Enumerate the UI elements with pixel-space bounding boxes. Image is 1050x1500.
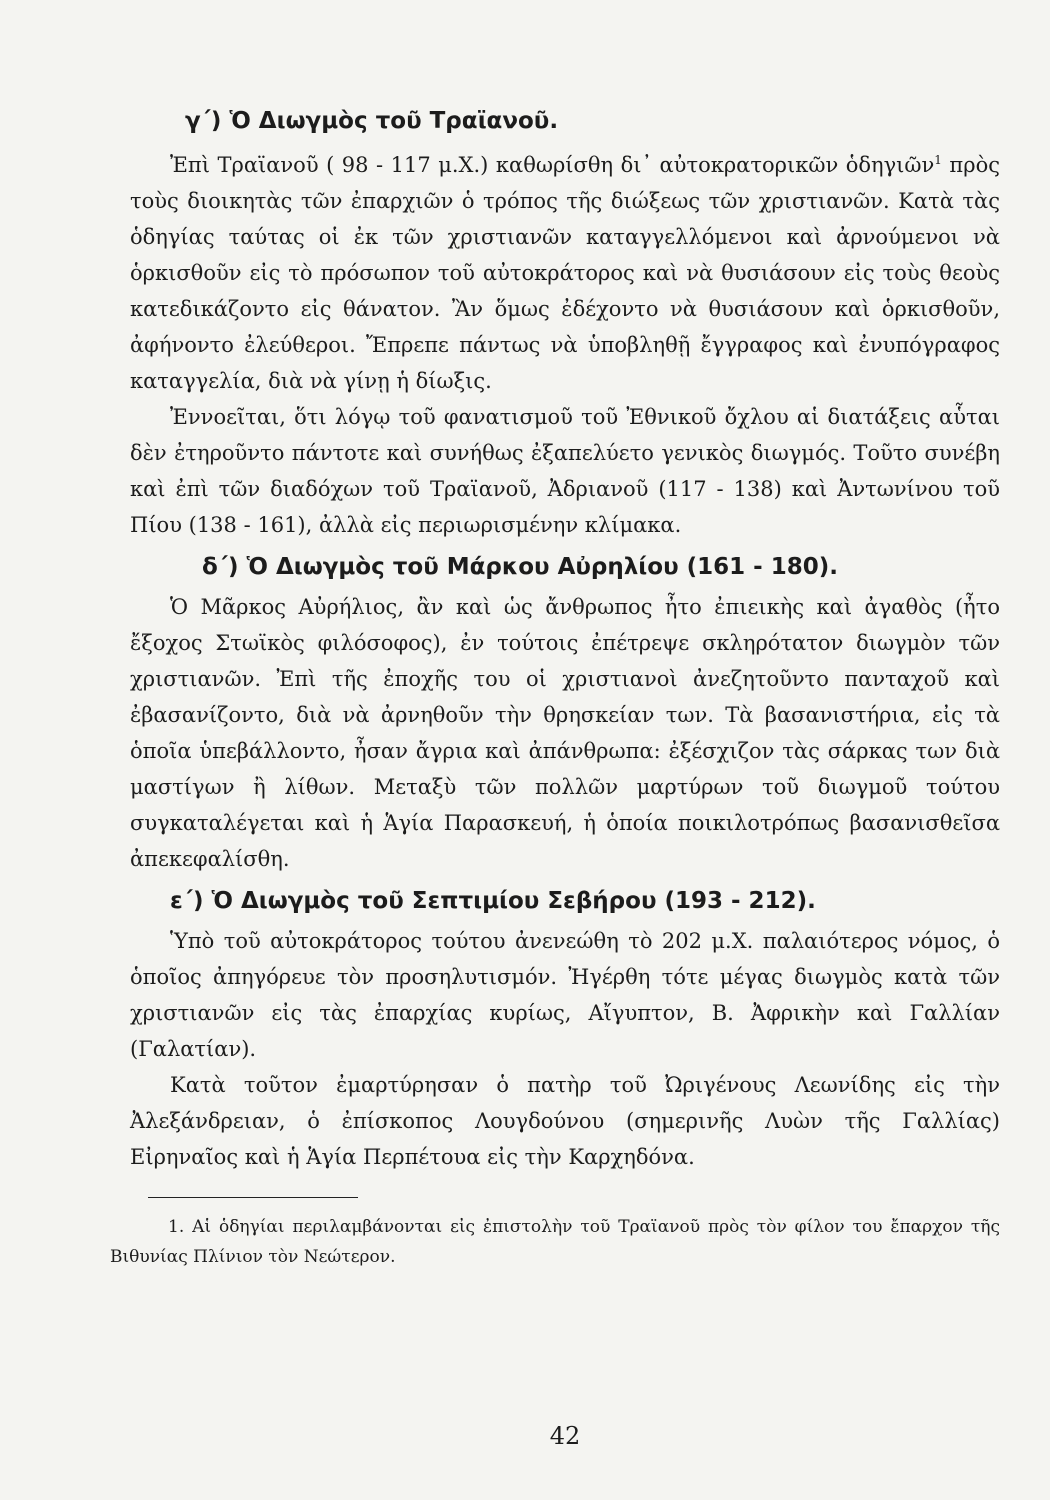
footnote-reference: 1: [934, 153, 942, 167]
section-heading-trajan: γ΄) Ὁ Διωγμὸς τοῦ Τραϊανοῦ.: [185, 108, 559, 134]
section-heading-marcus-aurelius: δ΄) Ὁ Διωγμὸς τοῦ Μάρκου Αὐρηλίου (161 - 180).: [202, 554, 838, 580]
page-body: [110, 105, 1000, 1272]
footnote-divider: [148, 1197, 358, 1198]
footnote: 1. Αἱ ὁδηγίαι περιλαμβάνονται εἰς ἐπιστολὴν τοῦ Τραϊανοῦ πρὸς τὸν φίλον του ἔπαρχον τῆς Βιθυνίας Πλίνιον τὸν Νεώτερον.: [110, 1217, 1000, 1267]
paragraph-trajan-2: Ἐννοεῖται, ὅτι λόγῳ τοῦ φανατισμοῦ τοῦ Ἐθνικοῦ ὄχλου αἱ διατάξεις αὗται δὲν ἐτηροῦντο πάντοτε καὶ συνήθως ἐξαπελύετο γενικὸς διωγμός. Τοῦτο συνέβη καὶ ἐπὶ τῶν διαδόχων τοῦ Τραϊανοῦ, Ἀδριανοῦ (117 - 138) καὶ Ἀντωνίνου τοῦ Πίου (138 - 161), ἀλλὰ εἰς περιωρισμένην κλίμακα.: [130, 405, 1000, 537]
paragraph-text: πρὸς τοὺς διοικητὰς τῶν ἐπαρχιῶν ὁ τρόπος τῆς διώξεως τῶν χριστιανῶν. Κατὰ τὰς ὁδηγίας ταύτας οἱ ἐκ τῶν χριστιανῶν καταγγελλόμενοι καὶ ἀρνούμενοι νὰ ὁρκισθοῦν εἰς τὸ πρόσωπον τοῦ αὐτοκράτορος καὶ νὰ θυσιάσουν εἰς τοὺς θεοὺς κατεδικάζοντο εἰς θάνατον. Ἂν ὅμως ἐδέχοντο νὰ θυσιάσουν καὶ ὁρκισθοῦν, ἀφήνοντο ἐλεύθεροι. Ἔπρεπε πάντως νὰ ὑποβληθῇ ἔγγραφος καὶ ἐνυπόγραφος καταγγελία, διὰ νὰ γίνῃ ἡ δίωξις.: [130, 153, 1000, 393]
paragraph-trajan-1: [130, 147, 1000, 399]
section-heading-septimius-severus: ε΄) Ὁ Διωγμὸς τοῦ Σεπτιμίου Σεβήρου (193 - 212).: [170, 888, 816, 914]
paragraph-marcus-aurelius: Ὁ Μᾶρκος Αὐρήλιος, ἂν καὶ ὡς ἄνθρωπος ἦτο ἐπιεικὴς καὶ ἀγαθὸς (ἦτο ἔξοχος Στωϊκὸς φιλόσοφος), ἐν τούτοις ἐπέτρεψε σκληρότατον διωγμὸν τῶν χριστιανῶν. Ἐπὶ τῆς ἐποχῆς του οἱ χριστιανοὶ ἀνεζητοῦντο πανταχοῦ καὶ ἐβασανίζοντο, διὰ νὰ ἀρνηθοῦν τὴν θρησκείαν των. Τὰ βασανιστήρια, εἰς τὰ ὁποῖα ὑπεβάλλοντο, ἦσαν ἄγρια καὶ ἀπάνθρωπα: ἐξέσχιζον τὰς σάρκας των διὰ μαστίγων ἢ λίθων. Μεταξὺ τῶν πολλῶν μαρτύρων τοῦ διωγμοῦ τούτου συγκαταλέγεται καὶ ἡ Ἁγία Παρασκευή, ἡ ὁποία ποικιλοτρόπως βασανισθεῖσα ἀπεκεφαλίσθη.: [130, 595, 1000, 871]
paragraph-severus-2: Κατὰ τοῦτον ἐμαρτύρησαν ὁ πατὴρ τοῦ Ὠριγένους Λεωνίδης εἰς τὴν Ἀλεξάνδρειαν, ὁ ἐπίσκοπος Λουγδούνου (σημερινῆς Λυὼν τῆς Γαλλίας) Εἰρηναῖος καὶ ἡ Ἁγία Περπέτουα εἰς τὴν Καρχηδόνα.: [130, 1073, 1000, 1169]
page-number: 42: [549, 1422, 581, 1450]
paragraph-severus-1: Ὑπὸ τοῦ αὐτοκράτορος τούτου ἀνενεώθη τὸ 202 μ.Χ. παλαιότερος νόμος, ὁ ὁποῖος ἀπηγόρευε τὸν προσηλυτισμόν. Ἠγέρθη τότε μέγας διωγμὸς κατὰ τῶν χριστιανῶν εἰς τὰς ἐπαρχίας κυρίως, Αἴγυπτον, Β. Ἀφρικὴν καὶ Γαλλίαν (Γαλατίαν).: [130, 929, 1000, 1061]
paragraph-text: Ἐπὶ Τραϊανοῦ ( 98 - 117 μ.Χ.) καθωρίσθη δι᾽ αὐτοκρατορικῶν ὁδηγιῶν: [170, 153, 935, 177]
